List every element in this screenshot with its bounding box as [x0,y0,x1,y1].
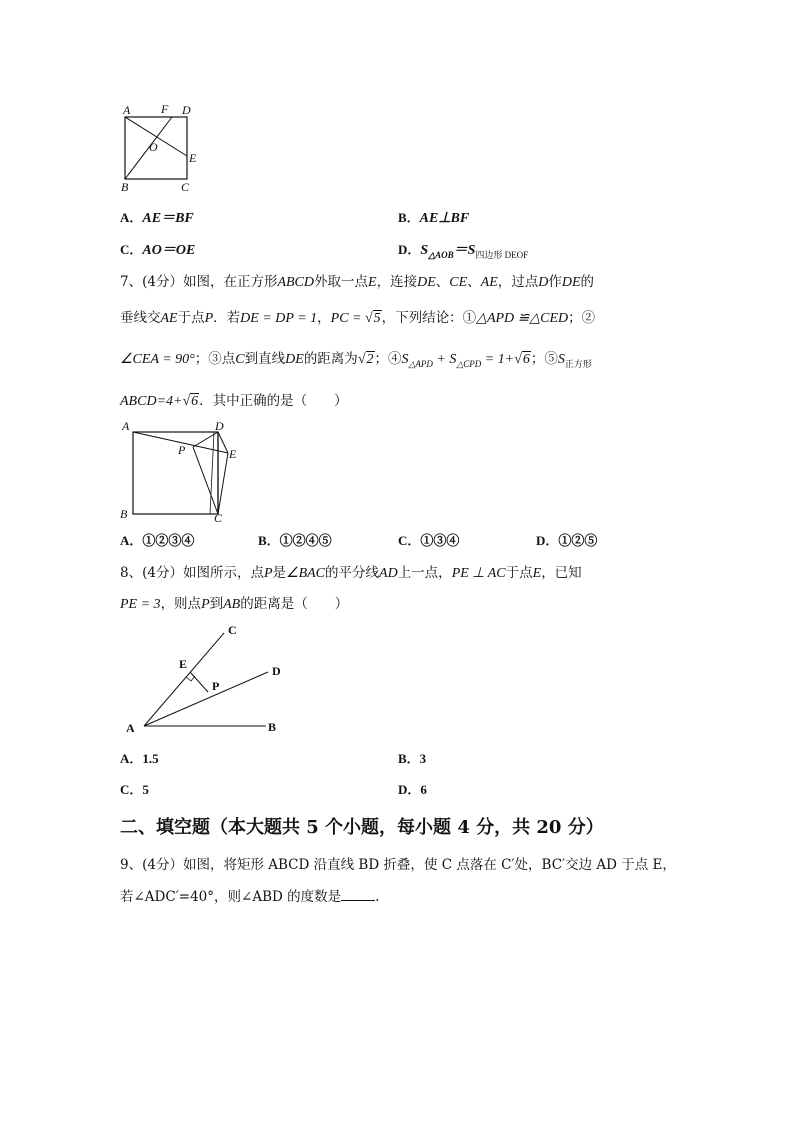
q7-l3-five: ；⑤ [530,351,558,367]
q7-l1-sep2: 、 [467,274,481,290]
q8-line-2 [120,592,348,613]
q8-option-d[interactable] [398,779,427,798]
q8-option-a-text: 1.5 [142,751,159,766]
segment-ce [218,453,228,514]
q7-l3-sqrt2: 2 [366,352,374,367]
q8-l1-known: ，已知 [541,565,582,581]
q8-option-a-label: A． [120,751,143,766]
label-c-q7: C [214,511,223,525]
figure-q6 [110,100,220,200]
q8-l1-pe: PE ⊥ AC [451,566,506,581]
q8-option-c-label: C． [120,782,143,797]
q8-l1-onpt: 上一点， [397,565,452,581]
q7-l1-connect: ，连接 [376,274,418,290]
q7-l1-sep1: 、 [435,274,450,290]
q7-l1-d: D [538,275,549,290]
q7-l3-c: ；③点 [194,351,236,367]
q8-l2-p: P [201,597,210,612]
label-a-q7: A [122,419,130,433]
q7-l3-angle: ∠CEA = 90° [120,352,195,367]
label-f: F [161,102,169,116]
q6-option-d-sub1: △AOB [428,250,454,260]
q8-l2-to: 到 [209,596,224,612]
q7-l1-de2: DE [561,275,581,290]
q7-l3-de: DE [285,352,304,367]
q7-l3-sub2: △CPD [456,359,482,369]
q7-l3-s1: S [401,352,409,367]
q7-line-4 [120,389,348,410]
q8-l2-ab: AB [223,597,241,612]
q7-option-b-text: ①②④⑤ [279,533,332,548]
q7-l3-s5: S [557,352,565,367]
q7-l3-sqrt6-symbol: √ [514,352,522,367]
label-b: B [121,180,129,194]
label-a: A [123,103,131,117]
q7-l3-eq: = 1+ [481,352,515,367]
label-c-q8: C [228,623,237,637]
q7-line-1 [120,270,594,291]
q6-option-b-label: B． [398,210,420,225]
q7-line-3 [120,347,592,368]
figure-q8 [118,620,298,738]
q8-l2-tail: 的距离是（ ） [240,596,349,612]
q8-l1-p: P [263,566,273,581]
q7-l3-plus: + S [432,352,457,367]
q6-option-c-text: AO＝OE [142,243,196,258]
q6-option-c[interactable] [120,239,195,259]
label-e-q8: E [179,657,188,671]
q8-l1-is: 是 [272,565,287,581]
q9-line-2 [120,885,379,905]
q7-option-c-text: ①③④ [420,533,460,548]
label-b-q8: B [268,720,277,734]
q7-option-a-text: ①②③④ [142,533,195,548]
q7-option-d-label: D． [536,533,559,548]
q7-l3-sqrt6: 6 [522,352,530,367]
q7-l3-dist: 的距离为 [303,351,358,367]
q8-option-d-text: 6 [420,782,427,797]
q8-l1-ad: AD [379,566,398,581]
q7-l1-e: E [368,275,377,290]
q6-option-d-sub2: 四边形 DEOF [475,250,529,260]
q7-l1-of: 的 [580,274,595,290]
q7-l2-pc: PC = [330,311,365,326]
q7-option-c[interactable] [398,530,459,549]
q6-option-a-text: AE＝BF [142,211,194,226]
q7-l2-following: ，下列结论：① [381,310,477,326]
label-p-q8: P [212,679,220,693]
q8-l1-e: E [532,566,542,581]
q9-line2-text: 若∠ADC′=40°，则∠ABD 的度数是 [120,889,342,905]
q8-option-b[interactable] [398,748,426,767]
label-o: O [149,140,158,154]
q7-option-d-text: ①②⑤ [558,533,598,548]
ray-ad [144,672,268,726]
q7-l2-perp: 垂线交 [120,310,161,326]
q9-line2-end: . [375,889,380,905]
label-a-q8: A [126,721,135,735]
q7-l2-ae: AE [160,311,178,326]
q7-option-b[interactable] [258,530,332,549]
q7-l1-de: DE [417,275,436,290]
q8-l1-at: 于点 [505,565,533,581]
q8-l1-prefix: 8、(4分）如图所示，点 [120,565,264,581]
q7-l4-sqrt6-symbol: √ [182,394,191,409]
label-p-q7: P [178,443,186,457]
q8-l2-pe3: PE = 3 [120,597,161,612]
q7-l3-sqrt2-symbol: √ [357,352,366,367]
q8-option-c-text: 5 [142,782,149,797]
q6-option-b-text: AE⊥BF [419,211,470,226]
q7-l2-cong: △APD ≌△CED [476,311,569,326]
q7-l2-if: ．若 [213,310,241,326]
q6-option-d-eq: ＝S [453,243,476,258]
q8-option-a[interactable] [120,748,159,767]
q7-l1-ae: AE [480,275,498,290]
q7-l1-ce: CE [449,275,468,290]
q7-l3-cpt: C [235,352,245,367]
q7-l2-p: P [204,311,214,326]
segment-de [218,432,228,453]
square-abcd-q7 [133,432,218,514]
q7-l1-through: ，过点 [497,274,539,290]
q7-option-b-label: B． [258,533,280,548]
figure-q7 [110,418,250,526]
q6-option-d-label: D． [398,242,421,257]
label-d-q7: D [215,419,224,433]
q7-l3-sub1: △APD [408,359,433,369]
label-d: D [182,103,191,117]
q7-l2-eq1: DE = DP = 1 [240,311,318,326]
label-c: C [181,180,190,194]
q7-l4-sqrt6: 6 [191,394,199,409]
q6-option-c-label: C． [120,242,143,257]
q8-option-c[interactable] [120,779,149,798]
q6-option-d-s1: S [420,243,429,258]
q7-l4-tail: ．其中正确的是（ ） [199,393,348,409]
q7-l4-eq: =4+ [156,394,183,409]
q6-option-a[interactable] [120,207,194,227]
q6-option-d[interactable] [398,239,528,259]
q7-l2-sqrt-symbol: √ [364,311,373,326]
segment-pe [190,672,208,692]
q7-l1-make: 作 [548,274,562,290]
label-e: E [189,151,197,165]
q7-l2-sqrt5: 5 [373,311,381,326]
q6-option-b[interactable] [398,207,469,227]
q8-l1-bac: ∠BAC [286,566,326,581]
q9-answer-blank[interactable] [341,886,375,901]
q7-l1-abcd: ABCD [277,275,315,290]
q6-option-a-label: A． [120,210,143,225]
label-d-q8: D [272,664,281,678]
label-e-q7: E [229,447,237,461]
q8-option-d-label: D． [398,782,421,797]
q8-l2-then: ，则点 [160,596,202,612]
q7-l2-tail: ；② [568,310,596,326]
q7-option-a[interactable] [120,530,194,549]
q7-l1-mid: 外取一点 [314,274,369,290]
q8-l1-bisector: 的平分线 [325,565,380,581]
q7-l3-four: ；④ [374,351,402,367]
q7-l2-comma: ， [317,310,331,326]
label-b-q7: B [120,507,128,521]
segment-pc [193,447,218,514]
q8-option-b-text: 3 [419,751,427,766]
q8-option-b-label: B． [398,751,420,766]
q7-l3-to: 到直线 [244,351,286,367]
q9-line-1: 9、(4分）如图，将矩形 ABCD 沿直线 BD 折叠，使 C 点落在 C′处，BC′交边 AD 于点 E， [120,857,676,873]
q7-option-c-label: C． [398,533,421,548]
q7-option-a-label: A． [120,533,143,548]
q7-line-2 [120,306,595,327]
section-2-heading: 二、填空题（本大题共 5 个小题，每小题 4 分，共 20 分） [120,817,604,838]
q7-l1-prefix: 7、(4分）如图，在正方形 [120,274,278,290]
q7-l3-sub5: 正方形 [564,360,592,370]
q7-option-d[interactable] [536,530,597,549]
q7-l2-at: 于点 [177,310,205,326]
q7-l4-abcd: ABCD [120,394,157,409]
q8-line-1 [120,561,582,582]
